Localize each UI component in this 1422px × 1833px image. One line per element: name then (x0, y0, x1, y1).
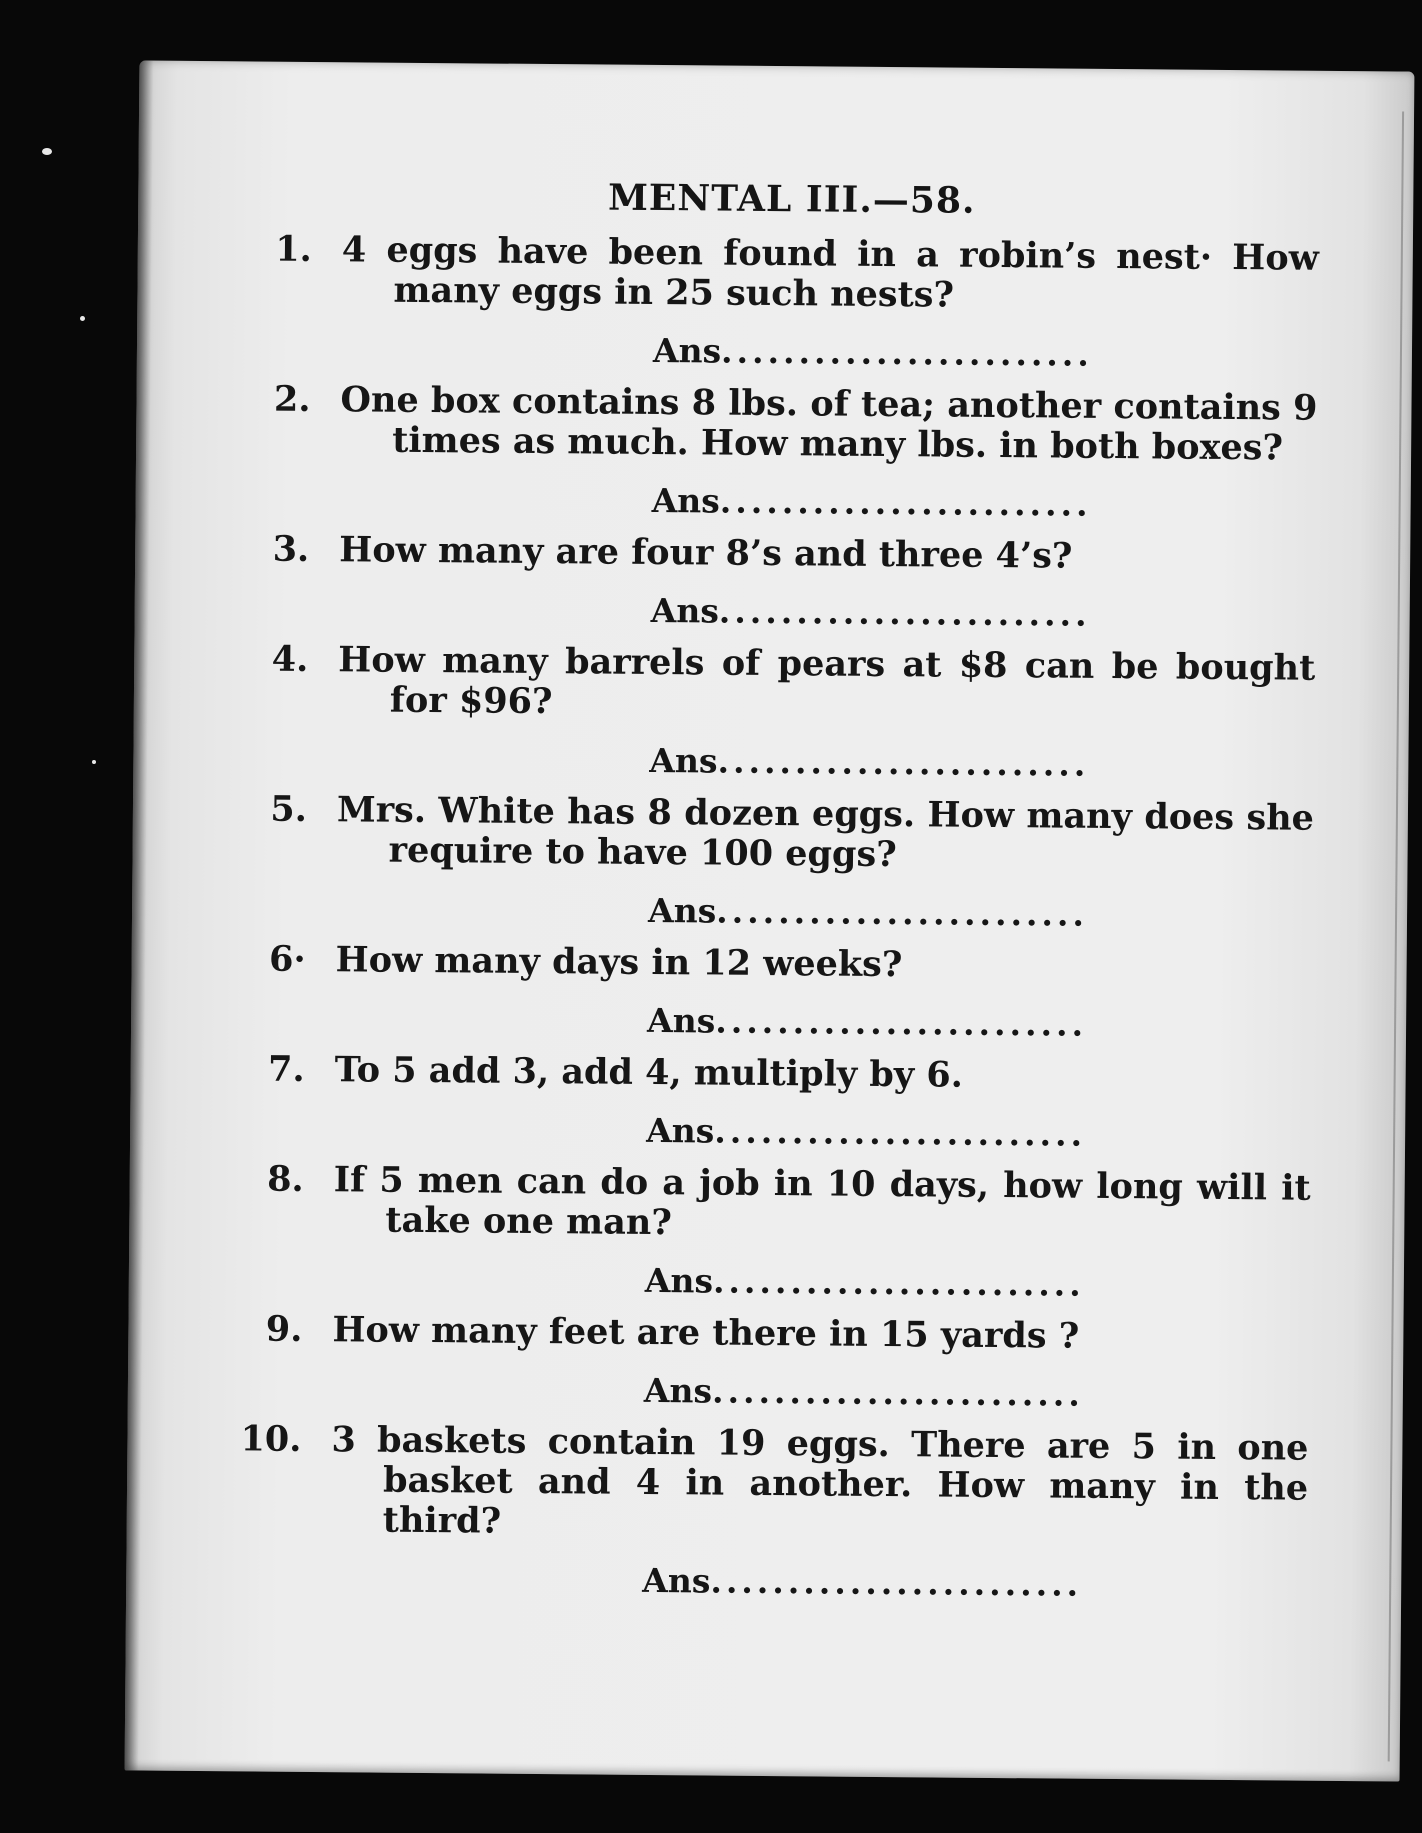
question-text: If 5 men can do a job in 10 days, how long will it take one man? (333, 1159, 1311, 1244)
question-number: 2. (273, 378, 311, 420)
question-text: 4 eggs have been found in a robin’s nest· How many eggs in 25 such nests? (341, 229, 1319, 316)
question-number: 5. (270, 788, 308, 830)
answer-label: Ans (646, 1000, 716, 1041)
answer-dots: ........................ (715, 1001, 1088, 1044)
question-number: 8. (267, 1158, 304, 1200)
question-text: How many are four 8’s and three 4’s? (339, 529, 1073, 577)
answer-dots: ........................ (718, 591, 1091, 634)
question-number: 10. (240, 1418, 302, 1460)
answer-line[interactable] (226, 1107, 1296, 1156)
answer-label: Ans (643, 1370, 713, 1411)
question-text: To 5 add 3, add 4, multiply by 6. (334, 1049, 964, 1096)
answer-dots: ........................ (714, 1111, 1087, 1154)
worksheet-page (125, 60, 1415, 1781)
question-number: 7. (267, 1048, 305, 1090)
answer-dots: ........................ (711, 1371, 1084, 1414)
worksheet-content (222, 173, 1319, 1618)
question-item (223, 1419, 1309, 1548)
question-item (232, 379, 1318, 468)
answer-line[interactable] (229, 737, 1299, 786)
question-text: How many feet are there in 15 yards ? (332, 1309, 1080, 1357)
question-number: 9. (265, 1308, 303, 1350)
answer-label: Ans (642, 1560, 711, 1601)
question-item (233, 229, 1319, 318)
question-text: One box contains 8 lbs. of tea; another contains 9 times as much. How many lbs. in both boxes? (340, 379, 1318, 469)
answer-label: Ans (651, 480, 721, 521)
question-text: How many barrels of pears at $8 can be bought for $96? (338, 639, 1316, 723)
answer-label: Ans (645, 1110, 715, 1151)
answer-label: Ans (649, 740, 718, 781)
answer-label: Ans (650, 590, 720, 631)
answer-label: Ans (647, 890, 717, 931)
question-item (227, 1049, 1312, 1098)
dust-speck (42, 148, 52, 155)
question-text: How many days in 12 weeks? (335, 939, 903, 986)
answer-label: Ans (644, 1260, 714, 1301)
question-number: 1. (275, 228, 313, 270)
question-number: 3. (272, 528, 310, 570)
answer-line[interactable] (222, 1557, 1292, 1606)
question-item (224, 1309, 1309, 1358)
answer-dots: ........................ (716, 891, 1089, 934)
page-title: MENTAL III.—58. (607, 176, 976, 222)
answer-line[interactable] (224, 1367, 1294, 1416)
question-item (227, 939, 1312, 988)
answer-dots: ........................ (717, 741, 1090, 784)
question-text: 3 baskets contain 19 eggs. There are 5 in one basket and 4 in another. How many in the third? (331, 1419, 1309, 1542)
question-number: 4. (271, 638, 309, 680)
answer-line[interactable] (233, 327, 1303, 376)
answer-label: Ans (652, 330, 722, 371)
answer-line[interactable] (227, 997, 1297, 1046)
question-item (225, 1159, 1311, 1248)
answer-dots: ........................ (710, 1561, 1083, 1604)
answer-dots: ........................ (719, 481, 1092, 524)
dust-speck (92, 760, 96, 764)
question-item (230, 639, 1316, 728)
question-item (228, 789, 1314, 878)
page-fold (1388, 111, 1404, 1761)
answer-line[interactable] (232, 477, 1302, 526)
answer-line[interactable] (228, 887, 1298, 936)
question-item (231, 529, 1316, 578)
spine-shadow (125, 60, 154, 1770)
answer-line[interactable] (231, 587, 1301, 636)
question-text: Mrs. White has 8 dozen eggs. How many does she require to have 100 eggs? (336, 789, 1315, 876)
answer-line[interactable] (225, 1257, 1295, 1306)
dust-speck (80, 316, 85, 321)
answer-dots: ........................ (720, 331, 1094, 374)
answer-dots: ........................ (712, 1261, 1085, 1304)
question-number: 6· (268, 938, 306, 980)
